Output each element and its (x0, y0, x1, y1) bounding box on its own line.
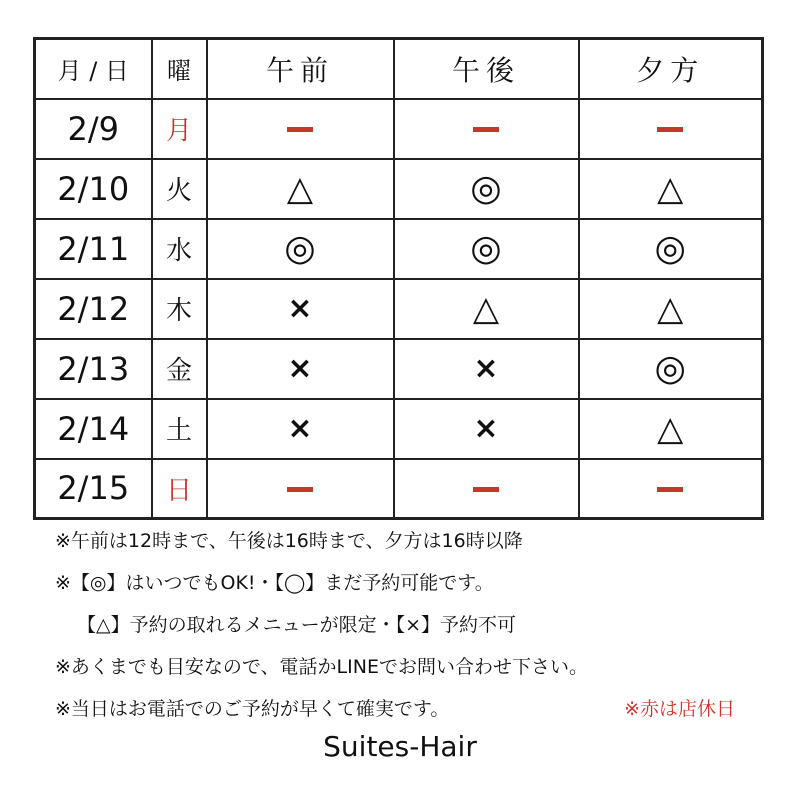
slot-afternoon (394, 219, 579, 279)
limited-triangle-icon: △ (472, 288, 500, 329)
available-double-circle-icon: ◎ (654, 348, 686, 389)
slot-morning (207, 339, 394, 399)
note-same-day (55, 688, 775, 730)
table-row (35, 279, 763, 339)
slot-afternoon (394, 99, 579, 159)
header-morning: 午前 (207, 39, 394, 99)
unavailable-cross-icon: × (473, 411, 499, 446)
row-day-of-week: 火 (152, 159, 207, 219)
header-afternoon: 午後 (394, 39, 579, 99)
limited-triangle-icon: △ (657, 168, 684, 209)
closed-dash-icon (473, 127, 499, 132)
row-date: 2/13 (35, 339, 152, 399)
row-date: 2/10 (35, 159, 152, 219)
limited-triangle-icon: △ (657, 288, 684, 329)
table-row (35, 459, 763, 519)
unavailable-cross-icon: × (287, 351, 313, 386)
closed-dash-icon (657, 487, 683, 492)
table-row (35, 219, 763, 279)
slot-evening (579, 399, 763, 459)
available-double-circle-icon: ◎ (470, 228, 502, 269)
table-row (35, 339, 763, 399)
slot-evening (579, 219, 763, 279)
row-date: 2/12 (35, 279, 152, 339)
available-double-circle-icon: ◎ (470, 168, 502, 209)
row-day-of-week: 日 (152, 459, 207, 519)
table-row (35, 159, 763, 219)
available-double-circle-icon: ◎ (284, 228, 316, 269)
slot-afternoon (394, 459, 579, 519)
schedule-table (33, 37, 764, 520)
row-day-of-week: 土 (152, 399, 207, 459)
header-row (35, 39, 763, 99)
slot-morning (207, 459, 394, 519)
slot-morning (207, 279, 394, 339)
closed-dash-icon (287, 487, 313, 492)
note-same-day-text: ※当日はお電話でのご予約が早くて確実です。 (55, 698, 450, 720)
slot-evening (579, 459, 763, 519)
note-legend-available: ※【◎】はいつでもOK!・【◯】まだ予約可能です。 (55, 572, 494, 594)
note-contact: ※あくまでも目安なので、電話かLINEでお問い合わせ下さい。 (55, 656, 588, 678)
header-date: 月 / 日 (35, 39, 152, 99)
slot-evening (579, 159, 763, 219)
unavailable-cross-icon: × (473, 351, 499, 386)
available-double-circle-icon: ◎ (654, 228, 686, 269)
slot-evening (579, 279, 763, 339)
note-legend-limited: 【△】予約の取れるメニューが限定・【×】予約不可 (77, 614, 517, 636)
notes (55, 520, 775, 730)
slot-evening (579, 99, 763, 159)
unavailable-cross-icon: × (287, 291, 313, 326)
unavailable-cross-icon: × (287, 411, 313, 446)
row-date: 2/15 (35, 459, 152, 519)
note-closed-days: ※赤は店休日 (624, 698, 735, 720)
limited-triangle-icon: △ (286, 168, 314, 209)
salon-name: Suites-Hair (323, 730, 477, 763)
slot-afternoon (394, 279, 579, 339)
row-day-of-week: 水 (152, 219, 207, 279)
slot-morning (207, 99, 394, 159)
row-date: 2/14 (35, 399, 152, 459)
row-day-of-week: 金 (152, 339, 207, 399)
slot-morning (207, 219, 394, 279)
row-date: 2/9 (35, 99, 152, 159)
slot-morning (207, 399, 394, 459)
table-row (35, 99, 763, 159)
row-day-of-week: 月 (152, 99, 207, 159)
slot-afternoon (394, 339, 579, 399)
table-row (35, 399, 763, 459)
closed-dash-icon (473, 487, 499, 492)
slot-afternoon (394, 399, 579, 459)
slot-afternoon (394, 159, 579, 219)
row-date: 2/11 (35, 219, 152, 279)
limited-triangle-icon: △ (657, 408, 684, 449)
closed-dash-icon (657, 127, 683, 132)
slot-evening (579, 339, 763, 399)
header-evening: 夕方 (579, 39, 763, 99)
slot-morning (207, 159, 394, 219)
row-day-of-week: 木 (152, 279, 207, 339)
closed-dash-icon (287, 127, 313, 132)
note-time-ranges: ※午前は12時まで、午後は16時まで、夕方は16時以降 (55, 530, 523, 552)
header-day-of-week: 曜 (152, 39, 207, 99)
